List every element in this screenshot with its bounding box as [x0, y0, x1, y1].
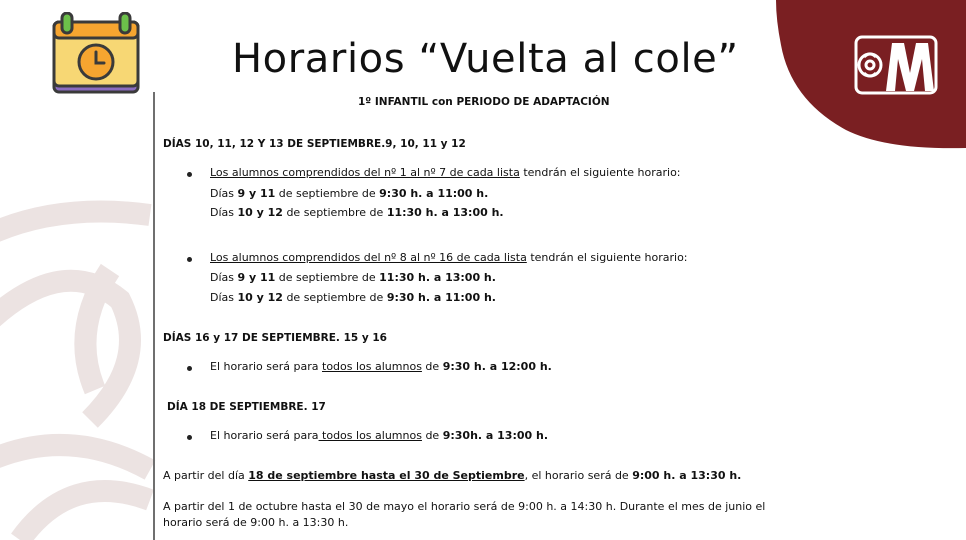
- bullet-lead-rest: tendrán el siguiente horario:: [526, 251, 688, 264]
- schedule-line: [210, 206, 504, 219]
- bullet-mid: de: [421, 360, 443, 373]
- school-logo-icon: [852, 33, 942, 97]
- bullet-underlined: todos los alumnos: [322, 360, 422, 373]
- line-text: de septiembre de: [282, 206, 387, 219]
- line-time: 11:30 h. a 13:00 h.: [379, 271, 496, 284]
- paragraph-2-line-2: horario será de 9:00 h. a 13:30 h.: [163, 516, 349, 529]
- line-days: 9 y 11: [237, 187, 276, 200]
- line-time: 11:30 h. a 13:00 h.: [386, 206, 504, 219]
- document-subtitle: 1º INFANTIL con PERIODO DE ADAPTACIÓN: [358, 96, 610, 108]
- line-days: 10 y 12: [237, 291, 283, 304]
- para-time: 9:00 h. a 13:30 h.: [632, 469, 742, 482]
- bullet-lead-1: [210, 166, 681, 179]
- schedule-line: [210, 291, 496, 304]
- bullet-text: [210, 360, 552, 373]
- line-text: de septiembre de: [282, 291, 387, 304]
- page-title: Horarios “Vuelta al cole”: [232, 36, 739, 82]
- section-heading-3: DÍA 18 DE SEPTIEMBRE. 17: [167, 401, 326, 413]
- bullet-lead-underlined: Los alumnos comprendidos del nº 1 al nº 7 de cada lista: [210, 166, 520, 179]
- line-text: Días: [210, 291, 238, 304]
- bullet-dot: [187, 257, 192, 262]
- line-days: 9 y 11: [237, 271, 276, 284]
- para-pre: A partir del día: [163, 469, 249, 482]
- bullet-pre: El horario será para: [210, 360, 323, 373]
- schedule-line: [210, 271, 496, 284]
- bullet-time: 9:30h. a 13:00 h.: [442, 429, 549, 442]
- section-heading-1: DÍAS 10, 11, 12 Y 13 DE SEPTIEMBRE.9, 10, 11 y 12: [163, 138, 466, 150]
- line-text: de septiembre de: [275, 187, 380, 200]
- bullet-time: 9:30 h. a 12:00 h.: [442, 360, 552, 373]
- line-time: 9:30 h. a 11:00 h.: [386, 291, 496, 304]
- bullet-mid: de: [421, 429, 443, 442]
- paragraph-1: [163, 469, 741, 482]
- bullet-dot: [187, 172, 192, 177]
- bullet-dot: [187, 435, 192, 440]
- line-text: Días: [210, 271, 238, 284]
- paragraph-2-line-1: A partir del 1 de octubre hasta el 30 de mayo el horario será de 9:00 h. a 14:30 h. Durante el mes de junio el: [163, 500, 766, 513]
- bullet-lead-rest: tendrán el siguiente horario:: [519, 166, 681, 179]
- bullet-text: [210, 429, 548, 442]
- bullet-lead-2: [210, 251, 688, 264]
- para-mid: , el horario será de: [524, 469, 633, 482]
- line-text: Días: [210, 206, 238, 219]
- bullet-pre: El horario será para: [210, 429, 319, 442]
- calendar-clock-icon: [50, 12, 142, 94]
- section-heading-2: DÍAS 16 y 17 DE SEPTIEMBRE. 15 y 16: [163, 332, 387, 344]
- vertical-divider: [153, 92, 155, 540]
- bullet-dot: [187, 366, 192, 371]
- bullet-lead-underlined: Los alumnos comprendidos del nº 8 al nº 16 de cada lista: [210, 251, 527, 264]
- line-text: Días: [210, 187, 238, 200]
- schedule-line: [210, 187, 488, 200]
- line-time: 9:30 h. a 11:00 h.: [379, 187, 489, 200]
- bullet-underlined: todos los alumnos: [318, 429, 422, 442]
- line-days: 10 y 12: [237, 206, 283, 219]
- line-text: de septiembre de: [275, 271, 380, 284]
- para-underlined: 18 de septiembre hasta el 30 de Septiembre: [248, 469, 525, 482]
